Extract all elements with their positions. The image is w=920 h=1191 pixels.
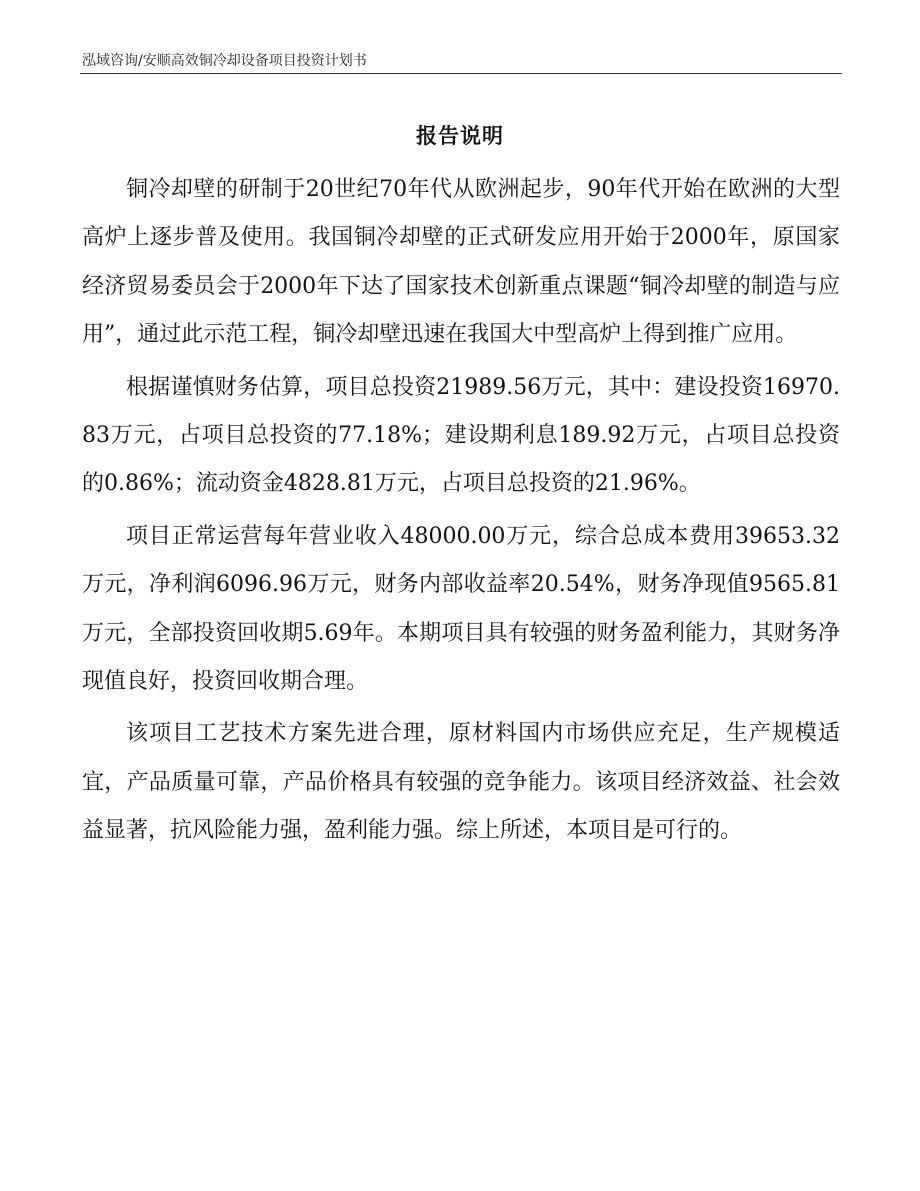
paragraph-financials: 项目正常运营每年营业收入48000.00万元，综合总成本费用39653.32万元，净利润6096.96万元，财务内部收益率20.54%，财务净现值9565.81万元，全部投资回收期5.69年。本期项目具有较强的财务盈利能力，其财务净现值良好，投资回收期合理。 <box>82 523 840 695</box>
header-divider <box>80 73 842 74</box>
document-body <box>82 166 840 860</box>
running-header: 泓域咨询/安顺高效铜冷却设备项目投资计划书 <box>82 53 367 69</box>
paragraph-investment: 根据谨慎财务估算，项目总投资21989.56万元，其中：建设投资16970.83万元，占项目总投资的77.18%；建设期利息189.92万元，占项目总投资的0.86%；流动资金4828.81万元，占项目总投资的21.96%。 <box>82 374 840 497</box>
paragraph-background: 铜冷却壁的研制于20世纪70年代从欧洲起步，90年代开始在欧洲的大型高炉上逐步普及使用。我国铜冷却壁的正式研发应用开始于2000年，原国家经济贸易委员会于2000年下达了国家技术创新重点课题“铜冷却壁的制造与应用”，通过此示范工程，铜冷却壁迅速在我国大中型高炉上得到推广应用。 <box>82 177 840 348</box>
document-title: 报告说明 <box>416 124 504 148</box>
paragraph-conclusion: 该项目工艺技术方案先进合理，原材料国内市场供应充足，生产规模适宜，产品质量可靠，产品价格具有较强的竞争能力。该项目经济效益、社会效益显著，抗风险能力强，盈利能力强。综上所述，本项目是可行的。 <box>82 721 840 844</box>
